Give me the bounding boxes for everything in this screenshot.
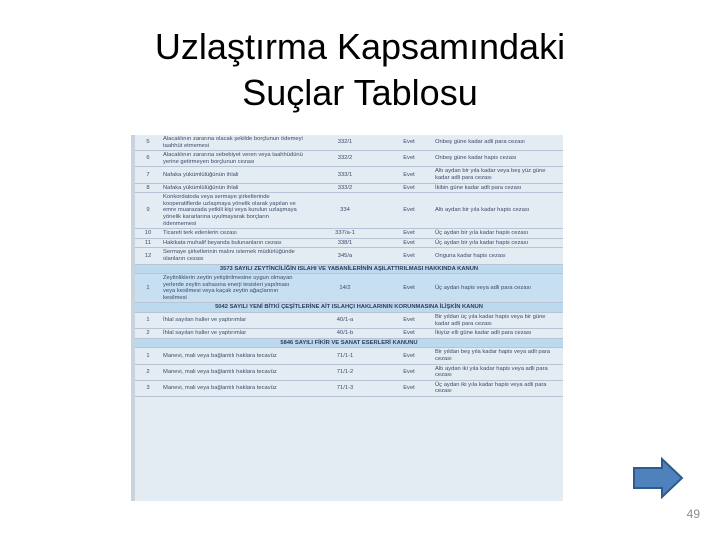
row-number: 2: [135, 364, 161, 380]
row-description: Manevi, mali veya bağlantılı haklara tecavüz: [161, 380, 305, 396]
row-conciliation: Evet: [385, 151, 433, 167]
section-header-row: [135, 303, 563, 313]
row-conciliation: Evet: [385, 248, 433, 264]
row-penalty: Bir yıldan üç yıla kadar hapis veya bir güne kadar adli para cezası: [433, 313, 563, 329]
row-article: 345/a: [305, 248, 385, 264]
row-conciliation: Evet: [385, 364, 433, 380]
row-article: 71/1-3: [305, 380, 385, 396]
row-description: Manevi, mali veya bağlantılı haklara tecavüz: [161, 364, 305, 380]
row-description: Konkordatoda veya sermaye şirketlerinde kooperatiflerde uzlaşmaya yönelik olarak yapılan ve emre muarazada yetkili kişi veya kurulun uzlaşmaya yönelik kararlarına uyulmayarak borçların ödenmemesi: [161, 193, 305, 229]
row-conciliation: Evet: [385, 238, 433, 248]
row-description: Nafaka yükümlülüğünün ihlali: [161, 167, 305, 183]
table-row: [135, 248, 563, 264]
row-conciliation: Evet: [385, 193, 433, 229]
row-description: İhlal sayılan haller ve yaptırımlar: [161, 329, 305, 339]
row-conciliation: Evet: [385, 229, 433, 239]
table-row: [135, 183, 563, 193]
row-penalty: Altı aydan bir yıla kadar veya beş yüz güne kadar adli para cezası: [433, 167, 563, 183]
row-number: 8: [135, 183, 161, 193]
row-article: 334: [305, 193, 385, 229]
row-penalty: Onbeş güne kadar hapis cezası: [433, 151, 563, 167]
row-number: 7: [135, 167, 161, 183]
row-number: 12: [135, 248, 161, 264]
row-penalty: İkibin güne kadar adli para cezası: [433, 183, 563, 193]
row-conciliation: Evet: [385, 348, 433, 364]
row-article: 332/1: [305, 135, 385, 151]
table-row: [135, 229, 563, 239]
table-row: [135, 167, 563, 183]
row-description: Alacaklının zararına sebebiyet veren veya taahhüdünü yerine getirmeyen borçlunun cezası: [161, 151, 305, 167]
page-number: 49: [686, 507, 700, 521]
row-penalty: Altı aydan iki yıla kadar hapis veya adli para cezası: [433, 364, 563, 380]
row-penalty: Üç aydan iki yıla kadar hapis veya adli para cezası: [433, 380, 563, 396]
table-row: [135, 313, 563, 329]
row-penalty: Altı aydan bir yıla kadar hapis cezası: [433, 193, 563, 229]
row-article: 333/2: [305, 183, 385, 193]
row-article: 40/1-a: [305, 313, 385, 329]
row-number: 1: [135, 274, 161, 303]
row-article: 40/1-b: [305, 329, 385, 339]
row-conciliation: Evet: [385, 167, 433, 183]
row-penalty: Onguna kadar hapis cezası: [433, 248, 563, 264]
row-penalty: Bir yıldan beş yıla kadar hapis veya adli para cezası: [433, 348, 563, 364]
row-penalty: Üç aydan hapis veya adli para cezası: [433, 274, 563, 303]
row-article: 338/1: [305, 238, 385, 248]
section-header-row: [135, 264, 563, 274]
table-row: [135, 348, 563, 364]
row-conciliation: Evet: [385, 380, 433, 396]
row-number: 9: [135, 193, 161, 229]
table-row: [135, 193, 563, 229]
slide-title: [0, 24, 720, 116]
row-penalty: Üç aydan bir yıla kadar hapis cezası: [433, 238, 563, 248]
row-penalty: İkiyüz elli güne kadar adli para cezası: [433, 329, 563, 339]
row-article: 71/1-2: [305, 364, 385, 380]
crimes-table: [135, 135, 563, 397]
title-line-2: Suçlar Tablosu: [242, 72, 478, 113]
section-header-row: [135, 338, 563, 348]
section-title: 3573 SAYILI ZEYTİNCİLİĞİN ISLAHI VE YABANİLERİNİN AŞILATTIRILMASI HAKKINDA KANUN: [135, 264, 563, 274]
row-number: 2: [135, 329, 161, 339]
row-number: 3: [135, 380, 161, 396]
row-description: Zeytinliklerin zeytin yetiştirilmesine uygun olmayan yerlerde zeytin sahasına enerji tesisleri yapılması veya kesilmesi veya kaçak zeytin ağaçlarının kesilmesi: [161, 274, 305, 303]
row-article: 333/1: [305, 167, 385, 183]
table-row: [135, 274, 563, 303]
next-slide-arrow-icon[interactable]: [632, 457, 684, 499]
section-title: 5846 SAYILI FİKİR VE SANAT ESERLERİ KANUNU: [135, 338, 563, 348]
row-number: 5: [135, 135, 161, 151]
title-line-1: Uzlaştırma Kapsamındaki: [154, 26, 566, 67]
row-conciliation: Evet: [385, 135, 433, 151]
section-title: 5042 SAYILI YENİ BİTKİ ÇEŞİTLERİNE AİT ISLAHÇI HAKLARININ KORUNMASINA İLİŞKİN KANUN: [135, 303, 563, 313]
row-description: Ticareti terk edenlerin cezası: [161, 229, 305, 239]
row-description: İhlal sayılan haller ve yaptırımlar: [161, 313, 305, 329]
row-description: Hakikata muhalif beyanda bulunanların cezası: [161, 238, 305, 248]
row-conciliation: Evet: [385, 329, 433, 339]
table-row: [135, 238, 563, 248]
row-conciliation: Evet: [385, 183, 433, 193]
row-number: 6: [135, 151, 161, 167]
row-description: Alacaklının zararına olacak şekilde borçlunun ödemeyi taahhüt etmemesi: [161, 135, 305, 151]
table-row: [135, 135, 563, 151]
row-article: 71/1-1: [305, 348, 385, 364]
table-row: [135, 364, 563, 380]
table-row: [135, 329, 563, 339]
row-description: Manevi, mali veya bağlantılı haklara tecavüz: [161, 348, 305, 364]
row-number: 1: [135, 313, 161, 329]
row-article: 14/2: [305, 274, 385, 303]
table-row: [135, 380, 563, 396]
row-article: 332/2: [305, 151, 385, 167]
row-conciliation: Evet: [385, 274, 433, 303]
row-number: 11: [135, 238, 161, 248]
crimes-table-image: [131, 135, 563, 501]
row-description: Sermaye şirketlerinin malını istemek müdürlüğünde olanların cezası: [161, 248, 305, 264]
row-conciliation: Evet: [385, 313, 433, 329]
row-description: Nafaka yükümlülüğünün ihlali: [161, 183, 305, 193]
row-number: 1: [135, 348, 161, 364]
row-penalty: Üç aydan bir yıla kadar hapis cezası: [433, 229, 563, 239]
table-row: [135, 151, 563, 167]
row-number: 10: [135, 229, 161, 239]
row-penalty: Onbeş güne kadar adli para cezası: [433, 135, 563, 151]
row-article: 337/a-1: [305, 229, 385, 239]
